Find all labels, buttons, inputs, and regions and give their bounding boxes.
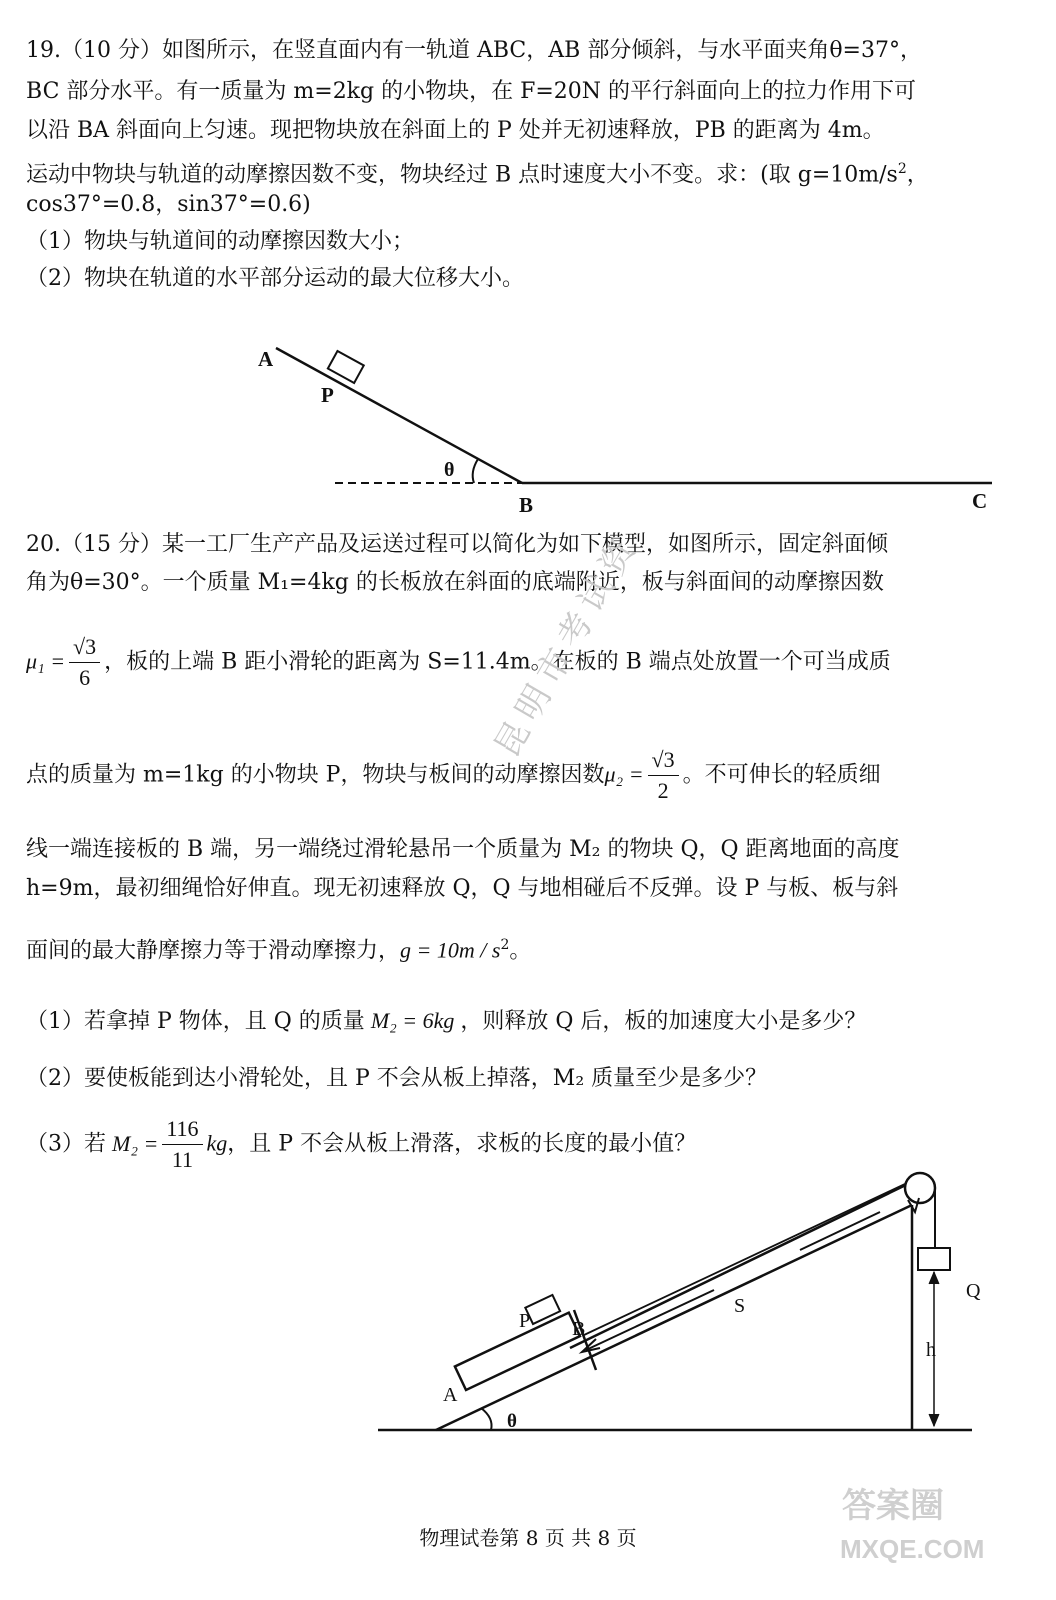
q20-subquestion-1 [26,1006,1032,1037]
label-c: C [972,489,988,513]
q20-line-3-text: ，板的上端 B 距小滑轮的距离为 S=11.4m。在板的 B 端点处放置一个可当成质 [104,649,891,675]
q19-subquestion-1: （1）物块与轨道间的动摩擦因数大小； [26,229,414,254]
distance-arrow [586,1290,714,1350]
q20-sub3-denominator: 11 [171,1147,194,1172]
g-expression-sup: 2 [500,937,510,953]
q20-sub1-math: M₂ = 6kg [370,1008,455,1033]
q20-line-7-end: 。 [509,938,532,964]
q20-line-4-end: 。不可伸长的轻质细 [682,762,881,788]
q20-line-6: h=9m，最初细绳恰好伸直。现无初速释放 Q，Q 与地相碰后不反弹。设 P 与板、板与斜 [26,876,899,901]
board [455,1313,580,1390]
q19-subquestion-2: （2）物块在轨道的水平部分运动的最大位移大小。 [26,266,524,291]
mu1-symbol: μ₁ = [26,648,66,674]
q20-line-2: 角为θ=30°。一个质量 M₁=4kg 的长板放在斜面的底端附近，板与斜面间的动摩擦因数 [26,570,884,595]
q20-sub1-end: ，则释放 Q 后，板的加速度大小是多少？ [460,1009,867,1034]
mu2-numerator: √3 [648,745,679,776]
diagonal-watermark: 昆明市考试资 [486,525,648,764]
label-theta: θ [444,459,455,481]
q20-sub3-end: ，且 P 不会从板上滑落，求板的长度的最小值？ [227,1131,697,1157]
incline-lower [436,1205,912,1430]
mu1-fraction [69,632,100,693]
g-expression: g = 10m / s [400,937,501,963]
q20-sub3-unit: kg [206,1130,228,1156]
label-h: h [926,1339,936,1361]
label-p: P [321,383,334,407]
q19-line-2: BC 部分水平。有一质量为 m=2kg 的小物块，在 F=20N 的平行斜面向上的拉力作用下可 [26,79,917,104]
q19-line-3: 以沿 BA 斜面向上匀速。现把物块放在斜面上的 P 处并无初速释放，PB 的距离为 4m。 [26,118,885,143]
block-q [918,1248,950,1270]
page-footer: 物理试卷第 8 页 共 8 页 [419,1526,637,1550]
q20-line-7 [26,930,1032,966]
label-theta: θ [507,1411,517,1432]
mu1-denominator: 6 [79,665,91,690]
q19-figure [0,330,1056,520]
q20-line-5: 线一端连接板的 B 端，另一端绕过滑轮悬吊一个质量为 M₂ 的物块 Q，Q 距离地面的高度 [26,837,900,862]
pulley [905,1173,935,1203]
height-arrow-top [929,1272,939,1284]
q20-subquestion-2: （2）要使板能到达小滑轮处，且 P 不会从板上掉落，M₂ 质量至少是多少？ [26,1066,768,1091]
incline-ab [276,348,522,483]
incline-upper [570,1182,912,1348]
q19-line-1: 19.（10 分）如图所示，在竖直面内有一轨道 ABC，AB 部分倾斜，与水平面夹角θ=37°， [26,38,922,63]
q20-line-4 [26,745,1032,806]
label-s: S [734,1295,746,1317]
site-watermark: MXQE.COM [840,1534,985,1564]
label-a: A [443,1384,458,1406]
label-b: B [519,493,534,517]
q19-line-4 [26,154,1032,190]
angle-arc [473,459,478,483]
q19-line-5: cos37°=0.8，sin37°=0.6) [26,192,311,217]
q19-line-4-text: 运动中物块与轨道的动摩擦因数不变，物块经过 B 点时速度大小不变。求：(取 g=10m/s [26,162,898,188]
logo-watermark: 答案圈 [842,1487,944,1525]
label-p: P [519,1310,531,1332]
q20-sub1-text: （1）若拿掉 P 物体，且 Q 的质量 [26,1009,365,1034]
q20-figure [0,1160,1056,1460]
height-arrow-bottom [929,1414,939,1426]
q19-line-4-sup: 2 [897,161,907,177]
label-b: B [572,1318,586,1340]
label-a: A [258,347,274,371]
q20-line-7-text: 面间的最大静摩擦力等于滑动摩擦力， [26,938,401,964]
label-q: Q [966,1280,981,1302]
q20-sub3-text: （3）若 [26,1131,106,1157]
q20-sub3-numerator: 116 [162,1114,202,1145]
mu2-fraction [648,745,679,806]
q19-line-4-end: ， [906,162,929,188]
angle-arc [481,1408,492,1430]
q20-line-1: 20.（15 分）某一工厂生产产品及运送过程可以简化为如下模型，如图所示，固定斜面倾 [26,532,888,557]
q20-line-4-text: 点的质量为 m=1kg 的小物块 P，物块与板间的动摩擦因数 [26,762,605,788]
mu2-denominator: 2 [657,778,669,803]
mu1-numerator: √3 [69,632,100,663]
mu2-symbol: μ₂ = [604,761,644,787]
q20-sub3-math: M₂ = [112,1130,159,1156]
